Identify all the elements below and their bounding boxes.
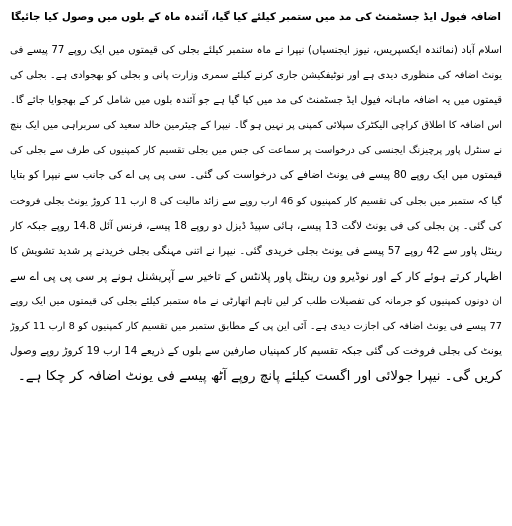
article-headline: اضافہ فیول ایڈ جسٹمنٹ کی مد میں ستمبر کیلئے کیا گیا، آئندہ ماہ کے بلوں میں وصول کیا جائیگا (11, 11, 501, 23)
article-line: 77 پیسے فی یونٹ اضافہ کی اجازت دیدی ہے۔ آئی این پی کے مطابق ستمبر میں تقسیم کار کمپنیوں کو 8 ارب 11 کروڑ (10, 321, 502, 333)
article-line: اظہار کرتے ہوئے کار کے اور نوڈیرو ون رینٹل پاور پلانٹس کے تاخیر سے آپریشنل ہونے پر سی پی پی اے سے (10, 269, 502, 283)
article-line: اسلام آباد (نمائندہ ایکسپریس، نیوز ایجنسیاں) نیپرا نے ماہ ستمبر کیلئے بجلی کی قیمتوں میں ایک روپے 77 پیسے فی (10, 45, 502, 56)
article-line: یونٹ کی بجلی فروخت کی گئی جبکہ تقسیم کار کمپنیاں صارفین سے بلوں کے ذریعے 14 ارب 19 کروڑ روپے وصول (10, 345, 502, 358)
article-body (10, 38, 502, 389)
article-line: گیا کہ ستمبر میں بجلی کی تقسیم کار کمپنیوں کو 46 ارب روپے سے زائد مالیت کی 8 ارب 11 کروڑ یونٹ بجلی فروخت (10, 195, 502, 207)
article-line: ان دونوں کمپنیوں کو جرمانہ کی تفصیلات طلب کر لیں تاہم اتھارٹی نے ماہ ستمبر کیلئے بجلی کی قیمتوں میں ایک روپے (10, 295, 502, 307)
article-line: یونٹ اضافہ کی منظوری دیدی ہے اور نوٹیفکیشن جاری کرنے کیلئے سمری وزارت پانی و بجلی کو بھجوادی ہے۔ بجلی کی (10, 70, 502, 82)
article-line: قیمتوں میں یہ اضافہ ماہانہ فیول ایڈ جسٹمنٹ کی مد میں کیا گیا ہے جو آئندہ بلوں میں شامل کر کے بھجوایا جائے گا۔ (10, 95, 502, 107)
article-line: نے سنٹرل پاور پرچیزنگ ایجنسی کی درخواست پر سماعت کی جس میں بجلی تقسیم کار کمپنیوں کی طرف سے بجلی کی (10, 145, 502, 157)
article-line: کی گئی۔ پن بجلی کی فی یونٹ لاگت 13 پیسے، ہائی سپیڈ ڈیزل دو روپے 18 پیسے، فرنس آئل 14.8 روپے جبکہ کار (10, 220, 502, 232)
article-line: اس اضافہ کا اطلاق کراچی الیکٹرک سپلائی کمپنی پر نہیں ہو گا۔ نیپرا کے چیئرمین خالد سعید کی سربراہی میں ایک بنچ (10, 120, 502, 132)
article-line: قیمتوں میں ایک روپے 80 پیسے فی یونٹ اضافے کی درخواست کی گئی۔ سی پی پی اے کی جانب سے نیپرا کو بتایا (10, 169, 502, 182)
article-line: کریں گی۔ نیپرا جولائی اور اگست کیلئے پانچ روپے آٹھ پیسے فی یونٹ اضافہ کر چکا ہے۔ (17, 369, 502, 385)
article-line: رینٹل پاور سے 42 روپے 57 پیسے فی یونٹ بجلی خریدی گئی۔ نیپرا نے اتنی مہنگی بجلی خریدنے پر شدید تشویش کا (10, 245, 502, 257)
